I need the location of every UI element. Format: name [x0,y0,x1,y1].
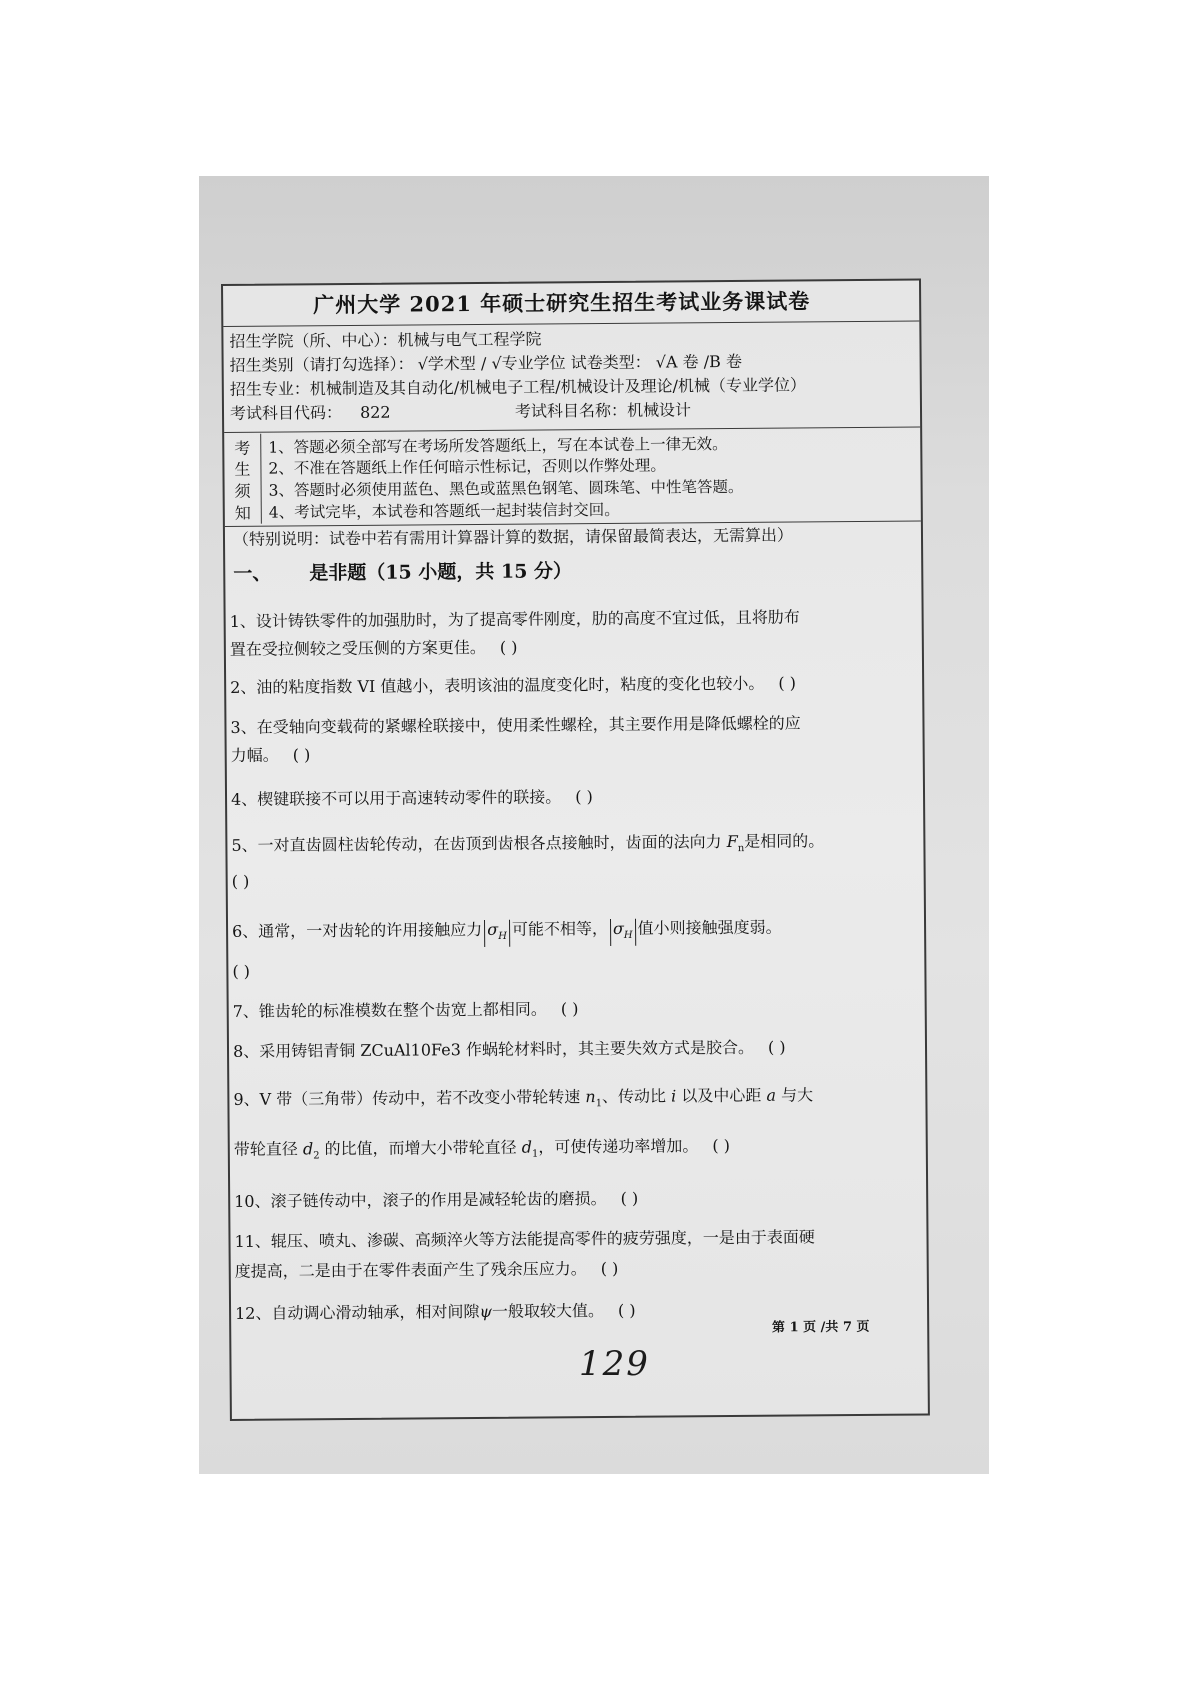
category-line [230,351,920,376]
answer-parentheses: ( ) [767,1037,786,1057]
question-1-line-1: 1、设计铸铁零件的加强肋时，为了提高零件刚度，肋的高度不宜过低，且将肋布 [229,607,800,631]
page-number: 第 1 页 /共 7 页 [771,1319,870,1336]
question-3-line-1: 3、在受轴向变载荷的紧螺栓联接中，使用柔性螺栓，其主要作用是降低螺栓的应 [230,713,801,737]
allowable-stress-symbol: $\sigma_H$ [610,919,636,946]
code-value: 822 [359,402,391,422]
exam-title: 广州大学 2021 年硕士研究生招生考试业务课试卷 [313,288,811,318]
question-7 [233,997,923,1022]
category-label: 招生类别（请打勾选择）： [229,354,414,375]
photo-background [199,176,989,1474]
college-value: 机械与电气工程学院 [397,329,542,350]
question-text: 8、采用铸铝青铜 ZCuAl10Fe3 作蜗轮材料时，其主要失效方式是胶合。 [232,1037,755,1061]
question-text: 值小则接触强度弱。 [637,917,782,938]
question-text: 5、一对直齿圆柱齿轮传动，在齿顶到齿根各点接触时，齿面的法向力 [231,832,722,855]
answer-parentheses: ( ) [575,787,593,807]
clearance-ratio-symbol: ψ [479,1301,493,1322]
question-3-line-2 [231,741,921,766]
special-note: （特别说明：试卷中若有需用计算器计算的数据，请保留最简表达，无需算出） [232,525,794,549]
question-5-answer [232,867,922,892]
notice-char: 须 [234,481,251,501]
normal-force-symbol: F [726,831,738,852]
divider [223,321,919,327]
question-9-line-2 [234,1135,924,1168]
question-text: 9、V 带（三角带）传动中，若不改变小带轮转速 [233,1087,581,1109]
answer-parentheses: ( ) [560,999,579,1019]
question-text: 带轮直径 [233,1139,298,1159]
speed-symbol: n [585,1087,596,1107]
notice-item: 1、答题必须全部写在考场所发答题纸上，写在本试卷上一律无效。 [268,435,728,457]
subject-value: 机械设计 [626,400,692,420]
notice-heading [224,434,262,524]
answer-parentheses: ( ) [778,673,797,693]
answer-parentheses: ( ) [600,1258,619,1279]
section-number: 一、 [233,562,272,585]
question-11-line-2 [235,1257,925,1282]
question-text: 10、滚子链传动中，滚子的作用是减轻轮齿的磨损。 [234,1189,607,1211]
large-pulley-subscript: 2 [313,1150,320,1162]
question-text: 置在受拉侧较之受压侧的方案更佳。 [229,637,486,659]
section-title: 是非题（15 小题，共 15 分） [309,560,573,585]
question-text: 的比值，而增大小带轮直径 [324,1137,517,1159]
question-text: 4、楔键联接不可以用于高速转动零件的联接。 [230,787,562,809]
question-text: 一般取较大值。 [491,1301,605,1321]
question-text: 、传动比 [601,1086,667,1107]
question-4 [231,785,921,810]
question-text: 是相同的。 [744,831,825,851]
question-10 [234,1187,924,1212]
answer-parentheses: ( ) [617,1300,636,1320]
major-label: 招生专业： [229,379,310,399]
answer-parentheses: ( ) [499,637,518,657]
question-text: 7、锥齿轮的标准模数在整个齿宽上都相同。 [232,999,547,1021]
notice-char: 生 [234,459,251,479]
exam-notice [224,429,921,524]
allowable-stress-symbol: $\sigma_H$ [484,920,510,947]
question-1-line-2 [230,635,920,660]
question-2 [230,673,920,698]
section-heading [233,559,921,584]
question-text: 力幅。 [230,745,279,765]
small-pulley-subscript: 1 [531,1148,539,1160]
category-value: √学术型 / √专业学位 试卷类型： √A 卷 /B 卷 [417,351,743,374]
question-text: ，可使传递功率增加。 [538,1136,699,1157]
small-pulley-diameter-symbol: d [521,1137,533,1157]
answer-parentheses: ( ) [232,961,251,981]
question-text: 12、自动调心滑动轴承，相对间隙 [235,1302,480,1323]
college-label: 招生学院（所、中心）： [229,330,398,351]
question-11-line-1: 11、辊压、喷丸、渗碳、高频淬火等方法能提高零件的疲劳强度，一是由于表面硬 [234,1227,815,1251]
subject-name [515,400,691,421]
question-text: 6、通常，一对齿轮的许用接触应力 [232,919,483,941]
ratio-symbol: i [671,1086,677,1106]
subject-code-line [230,399,920,424]
question-6 [232,917,922,950]
handwritten-number: 129 [579,1344,650,1384]
answer-parentheses: ( ) [620,1188,639,1208]
speed-subscript: 1 [595,1098,603,1110]
notice-char: 考 [234,438,251,458]
notice-item: 2、不准在答题纸上作任何暗示性标记，否则以作弊处理。 [268,456,666,478]
question-text: 2、油的粘度指数 VI 值越小，表明该油的温度变化时，粘度的变化也较小。 [230,673,765,697]
normal-force-subscript: n [737,843,745,855]
question-text: 度提高，二是由于在零件表面产生了残余压应力。 [234,1259,587,1281]
major-line [230,375,920,400]
question-text: 以及中心距 [681,1085,762,1106]
center-distance-symbol: a [766,1085,777,1105]
subject-label: 考试科目名称： [514,400,628,421]
notice-item: 3、答题时必须使用蓝色、黑色或蓝黑色钢笔、圆珠笔、中性笔答题。 [268,477,744,500]
question-text: 与大 [781,1085,814,1105]
exam-sheet [221,279,930,1421]
question-5 [231,831,921,864]
question-8 [233,1037,923,1062]
answer-parentheses: ( ) [292,745,311,765]
notice-char: 知 [234,503,251,523]
question-6-answer [232,957,922,982]
question-9-line-1 [233,1085,923,1118]
answer-parentheses: ( ) [712,1136,731,1156]
large-pulley-diameter-symbol: d [302,1139,314,1159]
notice-item: 4、考试完毕，本试卷和答题纸一起封装信封交回。 [268,500,620,522]
answer-parentheses: ( ) [231,871,250,891]
question-text: 可能不相等， [511,918,609,939]
college-line [229,327,919,352]
major-value: 机械制造及其自动化/机械电子工程/机械设计及理论/机械（专业学位） [309,375,807,399]
code-label: 考试科目代码： [229,403,343,423]
